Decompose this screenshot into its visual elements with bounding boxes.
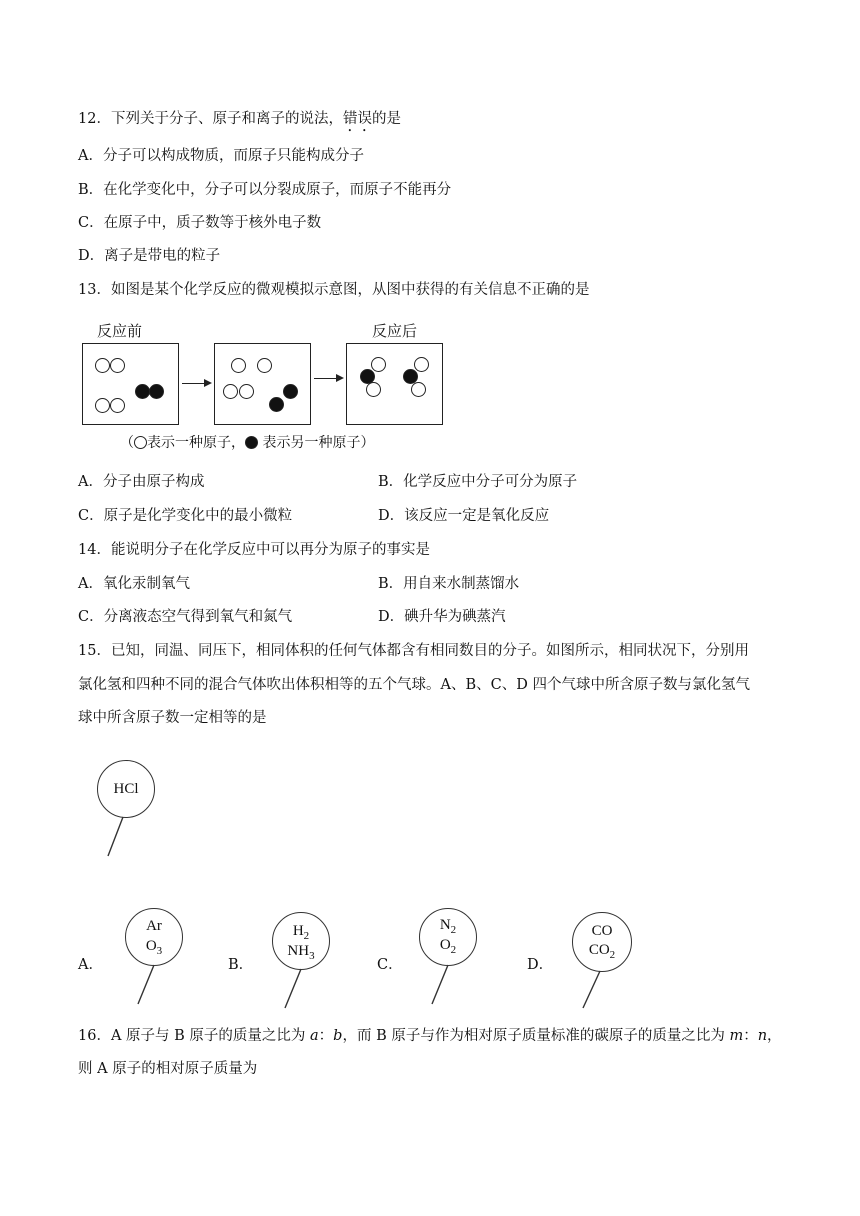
q13-option-c: C．原子是化学变化中的最小微粒 [78, 508, 293, 524]
q14-option-b: B．用自来水制蒸馏水 [378, 576, 520, 592]
white-atom [110, 358, 125, 373]
arrow-icon [182, 383, 210, 384]
white-atom [366, 382, 381, 397]
balloon-c [419, 908, 479, 1008]
q13-stem: 13．如图是某个化学反应的微观模拟示意图，从图中获得的有关信息不正确的是 [78, 282, 590, 298]
before-box [82, 343, 179, 425]
hcl-label: HCl [113, 781, 139, 797]
q16-stem-line2: 则 A 原子的相对原子质量为 [78, 1061, 258, 1077]
black-atom [149, 384, 164, 399]
q15-option-a-letter: A． [78, 957, 103, 973]
q12-emphasis: 错误 [342, 111, 372, 127]
q15-option-c-letter: C． [377, 957, 403, 973]
balloon-c-gas2: $O_2$ [439, 937, 457, 956]
hcl-balloon [97, 760, 157, 860]
q13-option-b: B．化学反应中分子可分为原子 [378, 474, 578, 490]
white-atom [95, 398, 110, 413]
label-after-reaction: 反应后 [372, 322, 418, 340]
white-atom [95, 358, 110, 373]
black-atom-icon [245, 436, 258, 449]
balloon-c-gas1: $N_2$ [439, 917, 457, 936]
q12-option-a: A．分子可以构成物质，而原子只能构成分子 [78, 148, 364, 164]
q12-option-d: D．离子是带电的粒子 [78, 248, 221, 264]
balloon-a-gas2: $O_3$ [145, 938, 163, 957]
white-atom [223, 384, 238, 399]
white-atom-icon [134, 436, 147, 449]
balloon-a [125, 908, 185, 1008]
black-atom [283, 384, 298, 399]
q16-stem-line1: 16．A 原子与 B 原子的质量之比为 a：b，而 B 原子与作为相对原子质量标准的碳原子的质量之比为 m：n， [78, 1028, 782, 1044]
q12-option-c: C．在原子中，质子数等于核外电子数 [78, 215, 322, 231]
white-atom [231, 358, 246, 373]
q12-stem: 12．下列关于分子、原子和离子的说法，错误的是 [78, 111, 401, 127]
balloon-a-gas1: Ar [146, 918, 162, 934]
q15-option-b-letter: B． [228, 957, 254, 973]
balloon-b-gas1: $H_2$ [292, 923, 310, 942]
white-atom [110, 398, 125, 413]
q14-stem: 14．能说明分子在化学反应中可以再分为原子的事实是 [78, 542, 430, 558]
q14-option-d: D．碘升华为碘蒸汽 [378, 609, 506, 625]
figure-legend: （ 表示一种原子， 表示另一种原子） [120, 435, 375, 451]
black-atom [269, 397, 284, 412]
intermediate-box [214, 343, 311, 425]
label-before-reaction: 反应前 [97, 322, 143, 340]
q15-stem-line2: 氯化氢和四种不同的混合气体吹出体积相等的五个气球。A、B、C、D 四个气球中所含原子数与氯化氢气 [78, 677, 750, 693]
q14-option-a: A．氧化汞制氧气 [78, 576, 190, 592]
q13-option-d: D．该反应一定是氧化反应 [378, 508, 550, 524]
white-atom [411, 382, 426, 397]
q12-option-b: B．在化学变化中，分子可以分裂成原子，而原子不能再分 [78, 182, 452, 198]
white-atom [257, 358, 272, 373]
q15-stem-line3: 球中所含原子数一定相等的是 [78, 710, 267, 726]
q13-option-a: A．分子由原子构成 [78, 474, 205, 490]
q14-option-c: C．分离液态空气得到氧气和氮气 [78, 609, 293, 625]
balloon-d-gas2: $CO_2$ [588, 942, 616, 961]
balloon-b [272, 912, 332, 1012]
white-atom [414, 357, 429, 372]
arrow-icon [314, 378, 342, 379]
white-atom [239, 384, 254, 399]
q15-option-d-letter: D． [527, 957, 554, 973]
balloon-b-gas2: $NH_3$ [287, 943, 315, 962]
q15-stem-line1: 15．已知，同温、同压下，相同体积的任何气体都含有相同数目的分子。如图所示，相同状况下，分别用 [78, 643, 749, 659]
white-atom [371, 357, 386, 372]
black-atom [135, 384, 150, 399]
balloon-d [572, 912, 636, 1012]
after-box [346, 343, 443, 425]
balloon-d-gas1: CO [591, 923, 613, 939]
